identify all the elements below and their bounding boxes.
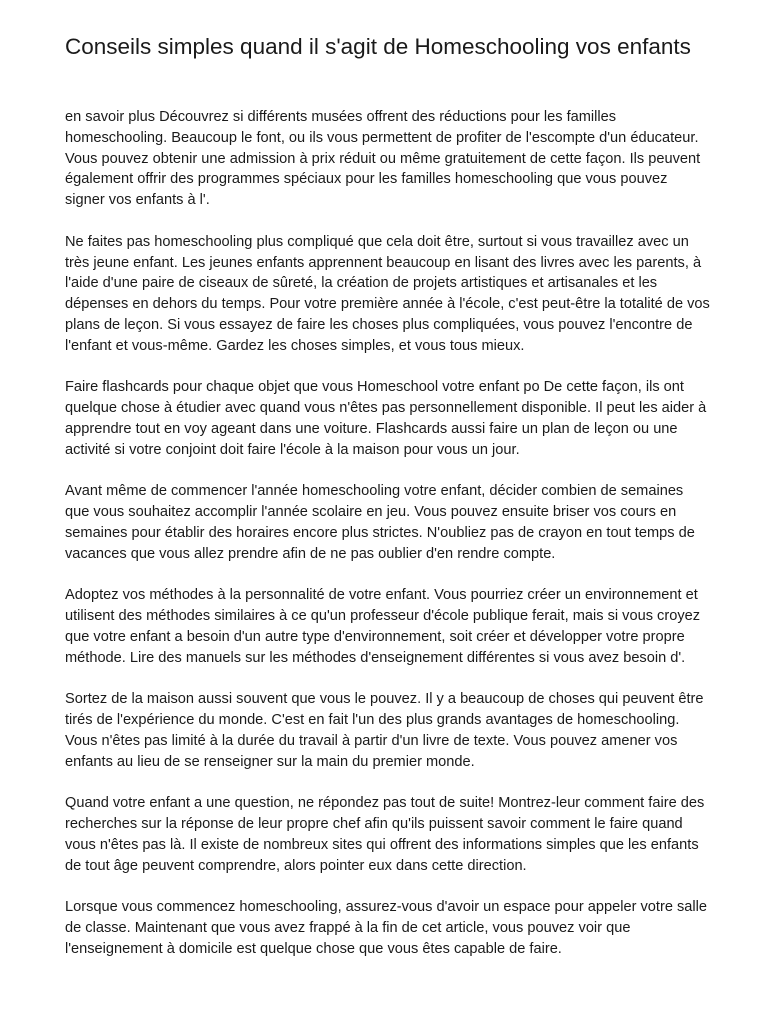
paragraph-7: Quand votre enfant a une question, ne répondez pas tout de suite! Montrez-leur comment faire des recherches sur la réponse de leur propre chef afin qu'ils puissent savoir comment le faire quand vous n'êtes pas là. Il existe de nombreux sites qui offrent des informations simples que les enfants de tout âge peuvent comprendre, alors pointer eux dans cette direction.: [65, 795, 705, 874]
paragraph-1: en savoir plus Découvrez si différents musées offrent des réductions pour les familles homeschooling. Beaucoup le font, ou ils vous permettent de profiter de l'escompte d'un éducateur. Vous pouvez obtenir une admission à prix réduit ou même gratuitement de cette façon. Ils peuvent également offrir des programmes spéciaux pour les familles homeschooling que vous pouvez signer vos enfants à l'.: [65, 109, 701, 209]
paragraph-5: Adoptez vos méthodes à la personnalité de votre enfant. Vous pourriez créer un environnement et utilisent des méthodes similaires à ce qu'un professeur d'école publique ferait, mais si vous croyez que votre enfant a besoin d'un autre type d'environnement, soit créer et développer votre propre méthode. Lire des manuels sur les méthodes d'enseignement différentes si vous avez besoin d'.: [65, 587, 701, 666]
paragraph-4: Avant même de commencer l'année homeschooling votre enfant, décider combien de semaines que vous souhaitez accomplir l'année scolaire en jeu. Vous pouvez ensuite briser vos cours en semaines pour établir des horaires encore plus strictes. N'oubliez pas de crayon en tout temps de vacances que vous allez prendre afin de ne pas oublier d'en rendre compte.: [65, 483, 695, 562]
paragraph-8: Lorsque vous commencez homeschooling, assurez-vous d'avoir un espace pour appeler votre salle de classe. Maintenant que vous avez frappé à la fin de cet article, vous pouvez voir que l'enseignement à domicile est quelque chose que vous êtes capable de faire.: [65, 899, 708, 957]
document-body: [65, 107, 710, 980]
page-title: Conseils simples quand il s'agit de Homeschooling vos enfants: [65, 34, 691, 59]
paragraph-3: Faire flashcards pour chaque objet que vous Homeschool votre enfant po De cette façon, ils ont quelque chose à étudier avec quand vous n'êtes pas personnellement disponible. Il peut les aider à apprendre tout en voy ageant dans une voiture. Flashcards aussi faire un plan de leçon ou une activité si votre conjoint doit faire l'école à la maison pour vous un jour.: [65, 379, 707, 458]
paragraph-6: Sortez de la maison aussi souvent que vous le pouvez. Il y a beaucoup de choses qui peuvent être tirés de l'expérience du monde. C'est en fait l'un des plus grands avantages de homeschooling. Vous n'êtes pas limité à la durée du travail à partir d'un livre de texte. Vous pouvez amener vos enfants au lieu de se renseigner sur la main du premier monde.: [65, 691, 704, 770]
paragraph-2: Ne faites pas homeschooling plus compliqué que cela doit être, surtout si vous travaillez avec un très jeune enfant. Les jeunes enfants apprennent beaucoup en lisant des livres avec les parents, à l'aide d'une paire de ciseaux de sûreté, la création de projets artistiques et artisanales et les dépenses en dehors du temps. Pour votre première année à l'école, c'est peut-être la totalité de vos plans de leçon. Si vous essayez de faire les choses plus compliquées, vous pouvez l'encontre de l'enfant et vous-même. Gardez les choses simples, et vous tous mieux.: [65, 233, 710, 354]
